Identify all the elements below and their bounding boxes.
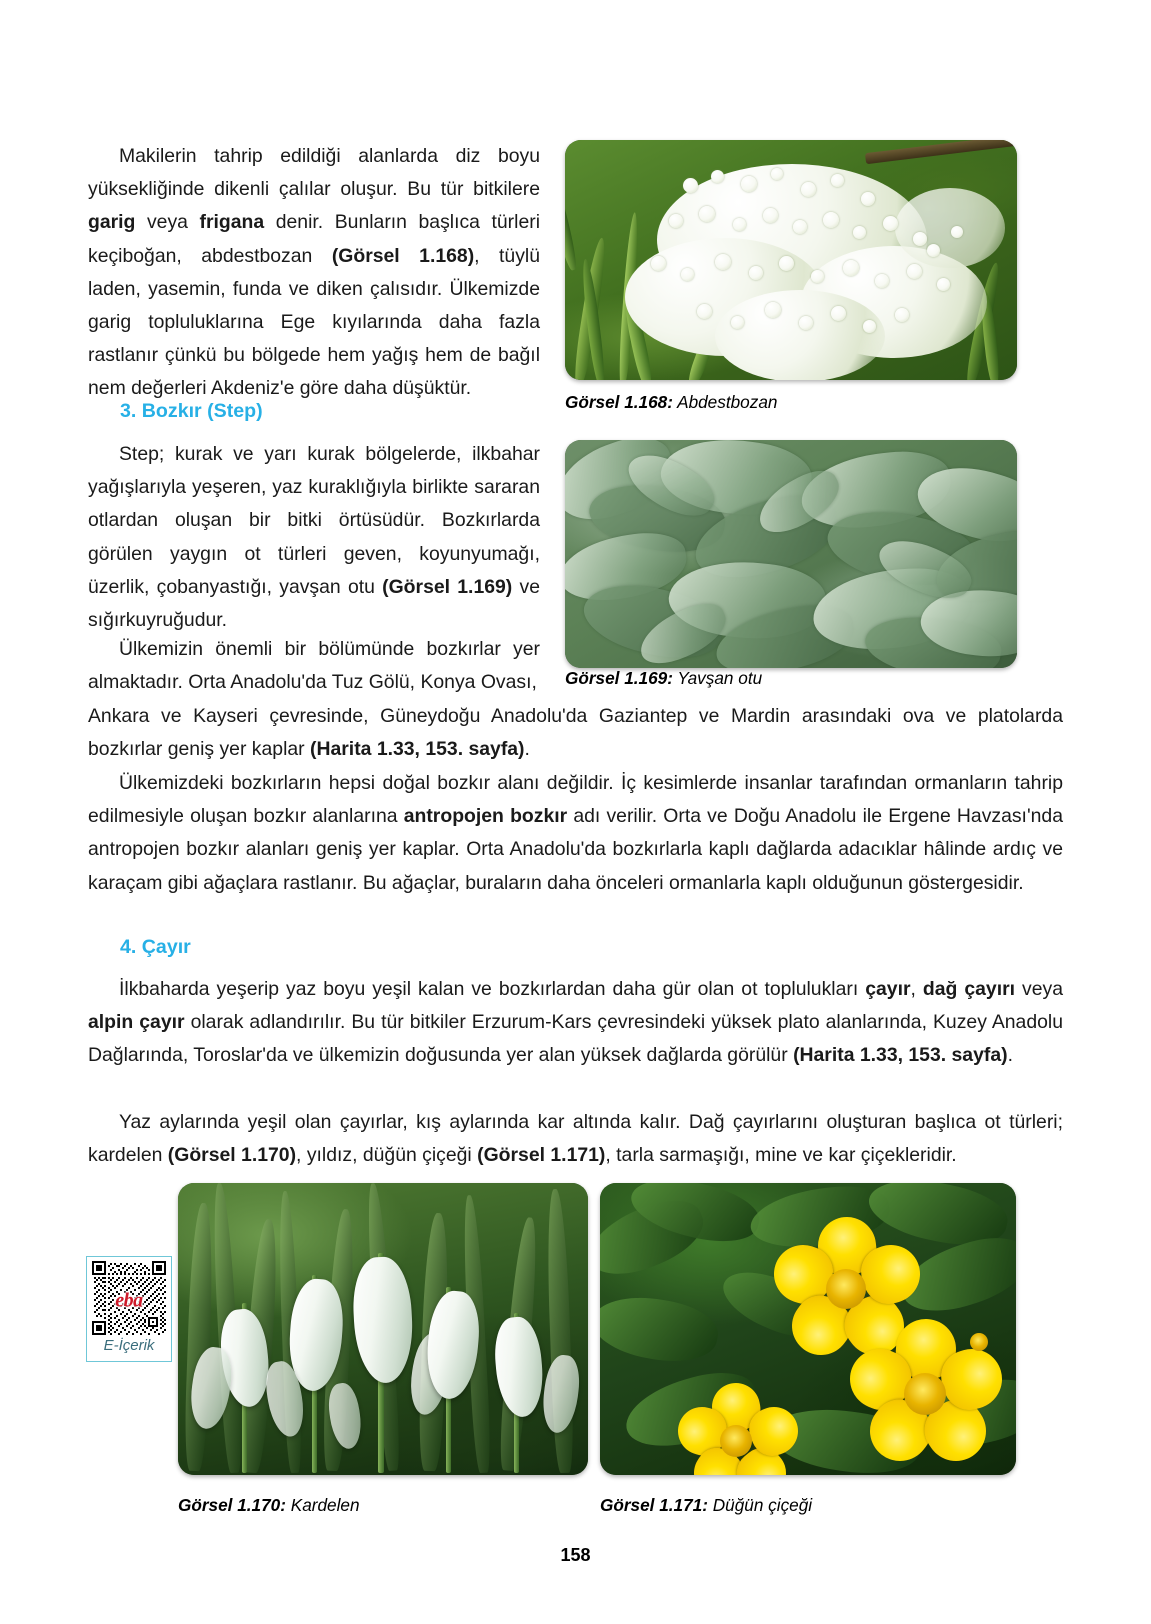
- figure-title: Yavşan otu: [672, 668, 763, 688]
- buttercup-flower: [676, 1383, 796, 1475]
- figure-label: Görsel 1.169:: [565, 668, 673, 688]
- paragraph-garig: Makilerin tahrip edildiği alanlarda diz boyu yüksekliğinde dikenli çalılar oluşur. Bu tür bitkilere garig veya frigana denir. Bunların başlıca türleri keçiboğan, abdestbozan (Görsel 1.168), tüylü laden, yasemin, funda ve diken çalısıdır. Ülkemizde garig topluluklarına Ege kıyılarında daha fazla rastlanır çünkü bu bölgede hem yağış hem de bağıl nem değerleri Akdeniz'e göre daha düşüktür.: [88, 145, 541, 400]
- figure-title: Düğün çiçeği: [707, 1495, 813, 1515]
- qr-code-image[interactable]: [92, 1261, 166, 1335]
- section-heading-bozkir: 3. Bozkır (Step): [120, 400, 263, 422]
- paragraph-antropojen: Ülkemizdeki bozkırların hepsi doğal bozkır alanı değildir. İç kesimlerde insanlar tarafından ormanların tahrip edilmesiyle oluşan bozkır alanlarına antropojen bozkır adı verilir. Orta ve Doğu Anadolu ile Ergene Havzası'nda antropojen bozkır alanları geniş yer kaplar. Orta Anadolu'da bozkırlarla kaplı dağlarda adacıklar hâlinde ardıç ve karaçam gibi ağaçlara rastlanır. Bu ağaçlar, buraların daha önceleri ormanlarla kaplı olduğunun göstergesidir.: [88, 772, 1064, 894]
- figure-title: Abdestbozan: [672, 392, 778, 412]
- paragraph-step: Step; kurak ve yarı kurak bölgelerde, ilkbahar yağışlarıyla yeşeren, yaz kuraklığıyla birlikte sararan otlardan oluşan bir bitki örtüsüdür. Bozkırlarda görülen yaygın ot türleri geven, koyunyumağı, üzerlik, çobanyastığı, yavşan otu (Görsel 1.169) ve sığırkuyruğudur.: [88, 443, 540, 632]
- paragraph-ulkemizin-part2: Ankara ve Kayseri çevresinde, Güneydoğu Anadolu'da Gaziantep ve Mardin arasındaki ova ve platolarda bozkırlar geniş yer kaplar (Harita 1.33, 153. sayfa).: [88, 705, 1063, 761]
- figure-caption-gorsel-1-169: [565, 668, 762, 689]
- e-icerik-label: E-İçerik: [103, 1337, 155, 1354]
- figure-label: Görsel 1.171:: [600, 1495, 708, 1515]
- figure-caption-gorsel-1-170: [178, 1495, 360, 1516]
- figure-image-gorsel-1-169: [565, 440, 1017, 668]
- paragraph-yaz-aylarinda: Yaz aylarında yeşil olan çayırlar, kış aylarında kar altında kalır. Dağ çayırlarını oluşturan başlıca ot türleri; kardelen (Görsel 1.170), yıldız, düğün çiçeği (Görsel 1.171), tarla sarmaşığı, mine ve kar çiçekleridir.: [88, 1111, 1063, 1167]
- figure-caption-gorsel-1-171: [600, 1495, 812, 1516]
- figure-title: Kardelen: [285, 1495, 360, 1515]
- figure-label: Görsel 1.168:: [565, 392, 673, 412]
- figure-label: Görsel 1.170:: [178, 1495, 286, 1515]
- e-icerik-qr-box[interactable]: [86, 1256, 172, 1362]
- flower-bud: [970, 1333, 988, 1351]
- figure-image-gorsel-1-171: [600, 1183, 1016, 1475]
- paragraph-ulkemizin-part1: Ülkemizin önemli bir bölümünde bozkırlar yer almaktadır. Orta Anadolu'da Tuz Gölü, Konya Ovası,: [88, 638, 540, 694]
- paragraph-cayir: İlkbaharda yeşerip yaz boyu yeşil kalan ve bozkırlardan daha gür olan ot toplulukları çayır, dağ çayırı veya alpin çayır olarak adlandırılır. Bu tür bitkiler Erzurum-Kars çevresindeki yüksek plato alanlarında, Kuzey Anadolu Dağlarında, Toroslar'da ve ülkemizin doğusunda yer alan yüksek dağlarda görülür (Harita 1.33, 153. sayfa).: [88, 978, 1064, 1067]
- figure-image-gorsel-1-170: [178, 1183, 588, 1475]
- page-number: 158: [560, 1545, 591, 1565]
- section-heading-cayir: 4. Çayır: [120, 936, 191, 958]
- figure-image-gorsel-1-168: [565, 140, 1017, 380]
- figure-caption-gorsel-1-168: [565, 392, 777, 413]
- eba-logo: eba: [115, 1289, 143, 1312]
